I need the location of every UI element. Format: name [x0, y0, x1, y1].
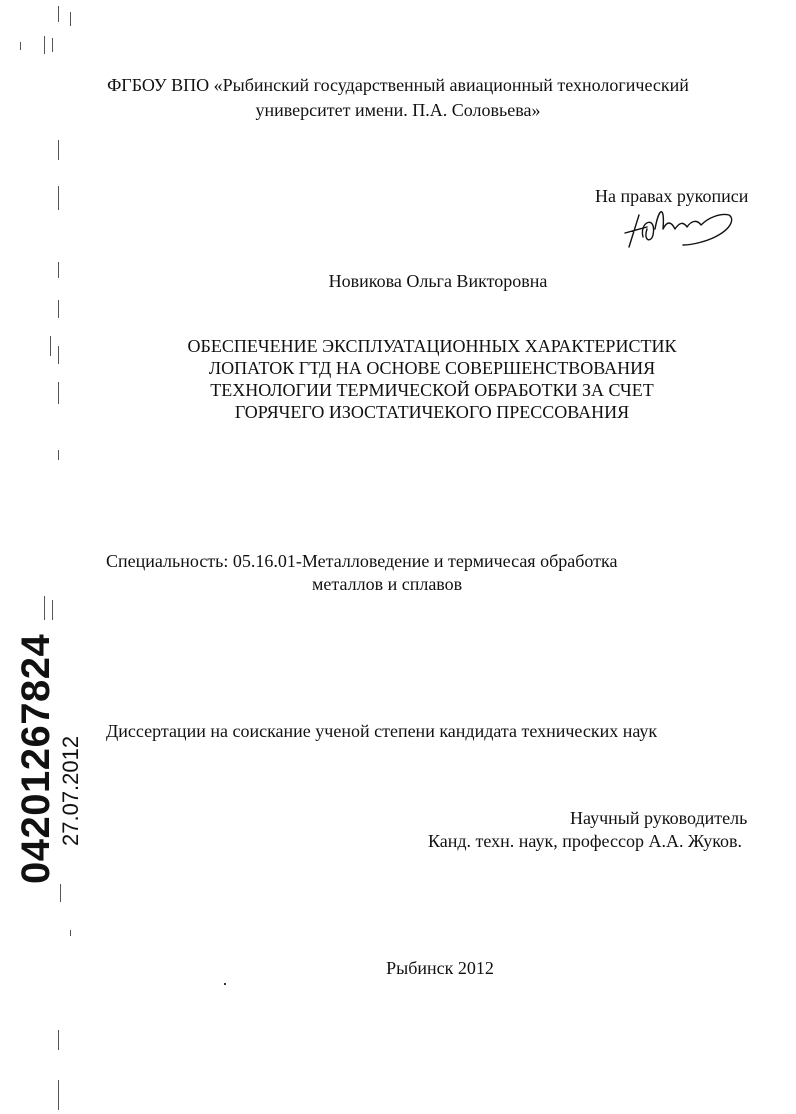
scan-mark	[70, 930, 71, 936]
scan-mark	[70, 12, 71, 26]
degree-statement: Диссертации на соискание ученой степени кандидата технических наук	[106, 721, 658, 741]
handwritten-signature	[595, 185, 745, 265]
institution-line-1: ФГБОУ ВПО «Рыбинский государственный авиационный технологический	[107, 75, 689, 95]
scan-mark	[58, 300, 59, 318]
stamp-number: 04201267824	[14, 633, 58, 884]
specialty-line-1: Специальность: 05.16.01-Металловедение и термичесая обработка	[106, 551, 618, 571]
title-line: ГОРЯЧЕГО ИЗОСТАТИЧЕКОГО ПРЕССОВАНИЯ	[234, 402, 630, 422]
scan-mark	[58, 186, 59, 210]
city-year: Рыбинск 2012	[386, 958, 494, 978]
specialty-line-2: металлов и сплавов	[312, 574, 463, 594]
scan-mark	[20, 42, 21, 50]
scan-mark	[52, 38, 53, 52]
scan-mark	[58, 140, 59, 160]
manuscript-note: На правах рукописи	[595, 186, 749, 206]
scan-mark	[58, 450, 59, 460]
scan-mark	[52, 600, 53, 620]
stamp-date: 27.07.2012	[58, 735, 83, 846]
scan-mark	[44, 596, 45, 620]
advisor-name: Канд. техн. наук, профессор А.А. Жуков.	[428, 831, 743, 851]
institution-line-2: университет имени. П.А. Соловьева»	[255, 100, 541, 120]
scan-mark	[58, 1080, 59, 1110]
scan-mark	[58, 1030, 59, 1050]
scan-dot	[224, 983, 226, 985]
title-line: ОБЕСПЕЧЕНИЕ ЭКСПЛУАТАЦИОННЫХ ХАРАКТЕРИСТИК	[187, 336, 677, 356]
title-line: ЛОПАТОК ГТД НА ОСНОВЕ СОВЕРШЕНСТВОВАНИЯ	[208, 358, 656, 378]
scan-mark	[60, 884, 61, 902]
scan-mark	[44, 36, 45, 54]
author-name: Новикова Ольга Викторовна	[328, 271, 548, 291]
advisor-label: Научный руководитель	[570, 808, 748, 828]
title-line: ТЕХНОЛОГИИ ТЕРМИЧЕСКОЙ ОБРАБОТКИ ЗА СЧЕТ	[210, 380, 654, 400]
scan-mark	[58, 6, 59, 22]
